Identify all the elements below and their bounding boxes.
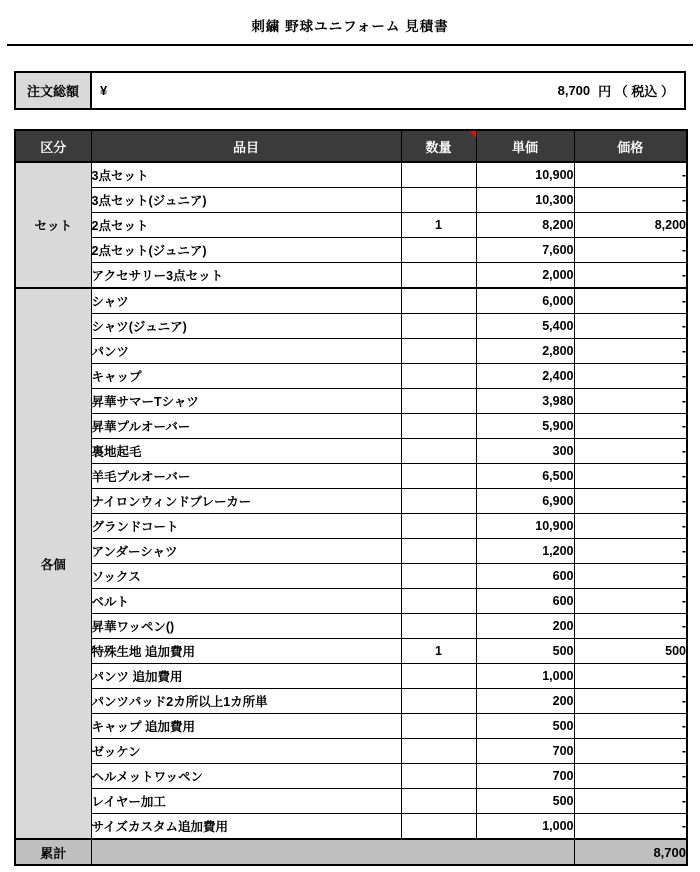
unit-price-cell: 200: [476, 689, 574, 714]
item-row: [15, 464, 687, 489]
item-name-cell: サイズカスタム追加費用: [91, 814, 401, 840]
item-name-cell: シャツ: [91, 288, 401, 314]
item-name-cell: 昇華プルオーバー: [91, 414, 401, 439]
item-row: [15, 714, 687, 739]
price-cell: -: [574, 464, 687, 489]
item-row: [15, 162, 687, 188]
price-cell: 500: [574, 639, 687, 664]
currency-symbol: ¥: [100, 83, 108, 98]
item-name-cell: パンツ: [91, 339, 401, 364]
item-name-cell: アクセサリー3点セット: [91, 263, 401, 289]
item-row: [15, 514, 687, 539]
unit-price-cell: 7,600: [476, 238, 574, 263]
quantity-cell[interactable]: [401, 564, 476, 589]
item-row: [15, 739, 687, 764]
price-cell: -: [574, 664, 687, 689]
item-name-cell: キャップ: [91, 364, 401, 389]
item-row: [15, 614, 687, 639]
item-row: [15, 263, 687, 289]
unit-price-cell: 700: [476, 739, 574, 764]
quantity-cell[interactable]: [401, 162, 476, 188]
price-cell: -: [574, 739, 687, 764]
item-name-cell: ヘルメットワッペン: [91, 764, 401, 789]
item-row: [15, 489, 687, 514]
item-row: [15, 664, 687, 689]
quantity-cell[interactable]: [401, 389, 476, 414]
unit-price-cell: 2,000: [476, 263, 574, 289]
price-cell: -: [574, 714, 687, 739]
item-name-cell: アンダーシャツ: [91, 539, 401, 564]
item-name-cell: ソックス: [91, 564, 401, 589]
quantity-cell[interactable]: [401, 489, 476, 514]
item-name-cell: 裏地起毛: [91, 439, 401, 464]
item-row: [15, 389, 687, 414]
order-total-box: [14, 71, 686, 110]
price-cell: -: [574, 263, 687, 289]
item-name-cell: 昇華サマーTシャツ: [91, 389, 401, 414]
unit-price-cell: 6,000: [476, 288, 574, 314]
unit-price-cell: 5,900: [476, 414, 574, 439]
item-row: [15, 639, 687, 664]
unit-price-cell: 10,900: [476, 514, 574, 539]
order-total-amount: 8,700: [557, 83, 591, 98]
quantity-cell[interactable]: [401, 789, 476, 814]
price-cell: -: [574, 389, 687, 414]
unit-price-cell: 200: [476, 614, 574, 639]
item-name-cell: 昇華ワッペン(): [91, 614, 401, 639]
unit-price-cell: 6,900: [476, 489, 574, 514]
item-name-cell: ベルト: [91, 589, 401, 614]
unit-price-cell: 300: [476, 439, 574, 464]
unit-price-cell: 2,400: [476, 364, 574, 389]
header-quantity-label: 数量: [425, 139, 452, 155]
item-row: [15, 188, 687, 213]
quantity-cell[interactable]: [401, 188, 476, 213]
quantity-cell[interactable]: [401, 514, 476, 539]
quantity-cell[interactable]: [401, 364, 476, 389]
quantity-cell[interactable]: [401, 439, 476, 464]
page-title: 刺繍 野球ユニフォーム 見積書: [251, 19, 449, 34]
quantity-cell[interactable]: [401, 614, 476, 639]
quantity-cell[interactable]: [401, 714, 476, 739]
unit-price-cell: 8,200: [476, 213, 574, 238]
price-cell: -: [574, 314, 687, 339]
quantity-cell[interactable]: 1: [401, 639, 476, 664]
price-cell: -: [574, 614, 687, 639]
item-row: [15, 789, 687, 814]
item-name-cell: 2点セット: [91, 213, 401, 238]
unit-price-cell: 3,980: [476, 389, 574, 414]
title-divider: [7, 44, 693, 46]
order-total-value-cell: [92, 73, 684, 108]
grand-total-spacer: [91, 839, 574, 865]
unit-price-cell: 700: [476, 764, 574, 789]
quantity-cell[interactable]: [401, 814, 476, 840]
price-cell: -: [574, 288, 687, 314]
grand-total-row: [15, 839, 687, 865]
header-unit-price: 単価: [476, 130, 574, 162]
item-name-cell: ゼッケン: [91, 739, 401, 764]
unit-price-cell: 2,800: [476, 339, 574, 364]
quantity-cell[interactable]: [401, 238, 476, 263]
header-price: 価格: [574, 130, 687, 162]
price-cell: -: [574, 514, 687, 539]
price-cell: -: [574, 414, 687, 439]
unit-price-cell: 600: [476, 589, 574, 614]
category-cell: 各個: [15, 288, 91, 839]
item-row: [15, 689, 687, 714]
unit-price-cell: 500: [476, 789, 574, 814]
price-cell: -: [574, 489, 687, 514]
item-row: [15, 589, 687, 614]
price-cell: -: [574, 339, 687, 364]
header-row: [15, 130, 687, 162]
item-name-cell: 羊毛プルオーバー: [91, 464, 401, 489]
item-name-cell: 3点セット(ジュニア): [91, 188, 401, 213]
item-row: [15, 439, 687, 464]
price-cell: -: [574, 589, 687, 614]
item-row: [15, 288, 687, 314]
quantity-cell[interactable]: [401, 664, 476, 689]
quantity-cell[interactable]: [401, 464, 476, 489]
quantity-cell[interactable]: [401, 314, 476, 339]
price-cell: -: [574, 364, 687, 389]
price-cell: -: [574, 539, 687, 564]
price-cell: -: [574, 188, 687, 213]
estimate-table: [14, 129, 688, 866]
header-item: 品目: [91, 130, 401, 162]
order-total-amount-wrap: [558, 81, 674, 100]
item-row: [15, 414, 687, 439]
item-name-cell: パンツ 追加費用: [91, 664, 401, 689]
item-row: [15, 814, 687, 840]
price-cell: -: [574, 764, 687, 789]
quantity-cell[interactable]: [401, 739, 476, 764]
quantity-cell[interactable]: [401, 539, 476, 564]
item-row: [15, 564, 687, 589]
item-name-cell: シャツ(ジュニア): [91, 314, 401, 339]
item-name-cell: パンツパッド2カ所以上1カ所単: [91, 689, 401, 714]
price-cell: -: [574, 814, 687, 840]
unit-price-cell: 6,500: [476, 464, 574, 489]
item-name-cell: 3点セット: [91, 162, 401, 188]
unit-price-cell: 500: [476, 714, 574, 739]
item-name-cell: キャップ 追加費用: [91, 714, 401, 739]
quantity-cell[interactable]: [401, 288, 476, 314]
unit-price-cell: 600: [476, 564, 574, 589]
item-row: [15, 339, 687, 364]
item-name-cell: 2点セット(ジュニア): [91, 238, 401, 263]
unit-price-cell: 1,000: [476, 814, 574, 840]
unit-price-cell: 1,000: [476, 664, 574, 689]
quantity-cell[interactable]: [401, 339, 476, 364]
item-name-cell: レイヤー加工: [91, 789, 401, 814]
quantity-cell[interactable]: 1: [401, 213, 476, 238]
item-name-cell: グランドコート: [91, 514, 401, 539]
item-name-cell: ナイロンウィンドブレーカー: [91, 489, 401, 514]
unit-price-cell: 500: [476, 639, 574, 664]
price-cell: -: [574, 439, 687, 464]
item-row: [15, 238, 687, 263]
price-cell: -: [574, 162, 687, 188]
item-row: [15, 539, 687, 564]
comment-indicator-icon: [469, 131, 476, 138]
item-row: [15, 764, 687, 789]
price-cell: -: [574, 689, 687, 714]
item-row: [15, 213, 687, 238]
quantity-cell[interactable]: [401, 689, 476, 714]
price-cell: 8,200: [574, 213, 687, 238]
quantity-cell[interactable]: [401, 414, 476, 439]
grand-total-value: 8,700: [574, 839, 687, 865]
header-category: 区分: [15, 130, 91, 162]
price-cell: -: [574, 564, 687, 589]
unit-price-cell: 10,900: [476, 162, 574, 188]
header-quantity: [401, 130, 476, 162]
unit-price-cell: 10,300: [476, 188, 574, 213]
price-cell: -: [574, 238, 687, 263]
item-row: [15, 314, 687, 339]
order-total-label: 注文総額: [16, 73, 92, 108]
unit-price-cell: 5,400: [476, 314, 574, 339]
category-cell: セット: [15, 162, 91, 288]
order-total-suffix: 円 （ 税込 ）: [598, 84, 674, 99]
item-name-cell: 特殊生地 追加費用: [91, 639, 401, 664]
quantity-cell[interactable]: [401, 263, 476, 289]
quantity-cell[interactable]: [401, 589, 476, 614]
quantity-cell[interactable]: [401, 764, 476, 789]
unit-price-cell: 1,200: [476, 539, 574, 564]
item-row: [15, 364, 687, 389]
grand-total-label: 累計: [15, 839, 91, 865]
price-cell: -: [574, 789, 687, 814]
